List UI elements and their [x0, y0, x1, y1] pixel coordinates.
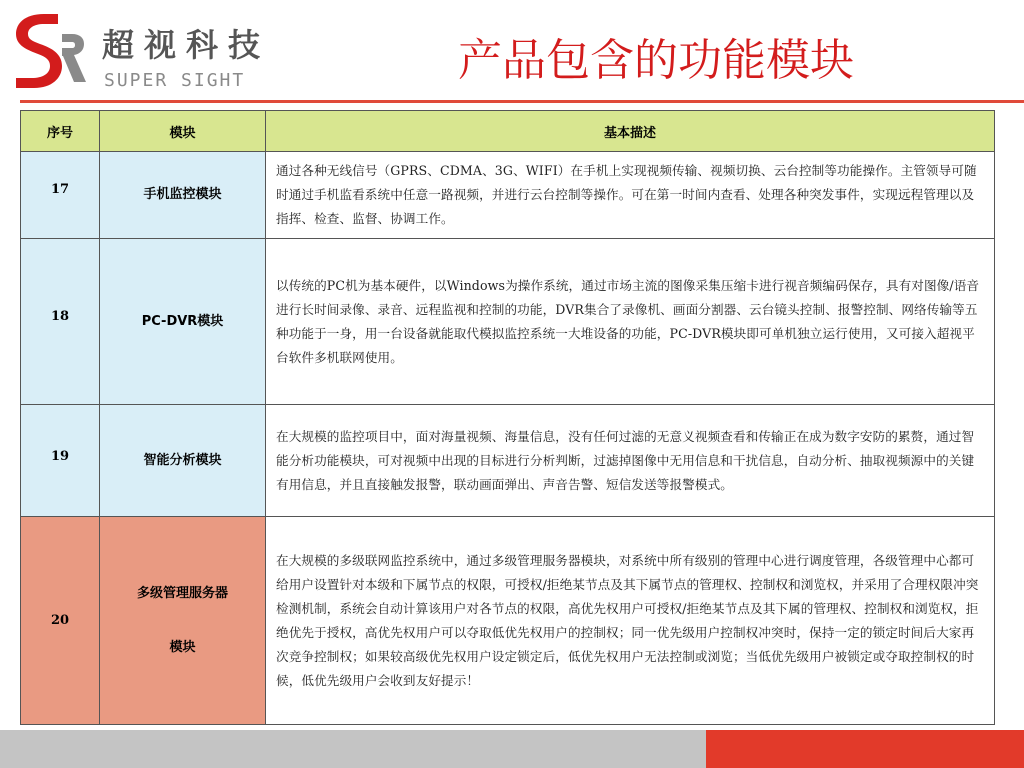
row-module-name: PC-DVR模块 — [100, 239, 266, 405]
function-module-table — [20, 110, 994, 725]
header-module: 模块 — [100, 111, 266, 152]
logo-english-name: SUPER SIGHT — [104, 70, 246, 91]
row-number: 17 — [21, 152, 100, 239]
page-title: 产品包含的功能模块 — [458, 35, 854, 86]
company-logo — [10, 8, 270, 92]
table-row — [21, 152, 995, 239]
row-number: 20 — [21, 517, 100, 725]
header-divider — [20, 100, 1024, 103]
footer-bar-red — [706, 730, 1024, 768]
row-module-name: 智能分析模块 — [100, 405, 266, 517]
logo-chinese-name: 超视科技 — [102, 26, 271, 64]
row-module-name — [100, 517, 266, 725]
row-description: 以传统的PC机为基本硬件，以Windows为操作系统，通过市场主流的图像采集压缩卡进行视音频编码保存，具有对图像/语音进行长时间录像、录音、远程监视和控制的功能，DVR集合了录像机、画面分割器、云台镜头控制、报警控制、网络传输等五种功能于一身，用一台设备就能取代模拟监控系统一大堆设备的功能，PC-DVR模块即可单机独立运行使用，又可接入超视平台软件多机联网使用。 — [266, 239, 995, 405]
table-row — [21, 405, 995, 517]
super-sight-logo-icon — [10, 8, 90, 92]
row-module-name-line2: 模块 — [169, 639, 196, 655]
row-number: 18 — [21, 239, 100, 405]
row-description: 通过各种无线信号（GPRS、CDMA、3G、WIFI）在手机上实现视频传输、视频切换、云台控制等功能操作。主管领导可随时通过手机监看系统中任意一路视频，并进行云台控制等操作。可在第一时间内查看、处理各种突发事件，实现远程管理以及指挥、检查、监督、协调工作。 — [266, 152, 995, 239]
header-number: 序号 — [21, 111, 100, 152]
footer-bar-gray — [0, 730, 706, 768]
table-header-row — [21, 111, 995, 152]
row-description: 在大规模的监控项目中，面对海量视频、海量信息，没有任何过滤的无意义视频查看和传输正在成为数字安防的累赘，通过智能分析功能模块，可对视频中出现的目标进行分析判断，过滤掉图像中无用信息和干扰信息，自动分析、抽取视频源中的关键有用信息，并且直接触发报警，联动画面弹出、声音告警、短信发送等报警模式。 — [266, 405, 995, 517]
header-description: 基本描述 — [266, 111, 995, 152]
row-description: 在大规模的多级联网监控系统中，通过多级管理服务器模块，对系统中所有级别的管理中心进行调度管理，各级管理中心都可给用户设置针对本级和下属节点的权限，可授权/拒绝某节点及其下属节点的管理权、控制权和浏览权，并采用了合理权限冲突检测机制，系统会自动计算该用户对各节点的权限，高优先权用户可授权/拒绝某节点及其下属的管理权、控制权和浏览权，拒绝优先于授权，高优先权用户可以夺取低优先权用户的控制权；同一优先级用户控制权冲突时，保持一定的锁定时间后大家再次竞争控制权；如果较高级优先权用户设定锁定后，低优先权用户无法控制或浏览；当低优先级用户被锁定或夺取控制权的时候，低优先级用户会收到友好提示！ — [266, 517, 995, 725]
table-row — [21, 239, 995, 405]
table-row — [21, 517, 995, 725]
row-module-name-line1: 多级管理服务器 — [136, 585, 228, 601]
row-number: 19 — [21, 405, 100, 517]
row-module-name: 手机监控模块 — [100, 152, 266, 239]
